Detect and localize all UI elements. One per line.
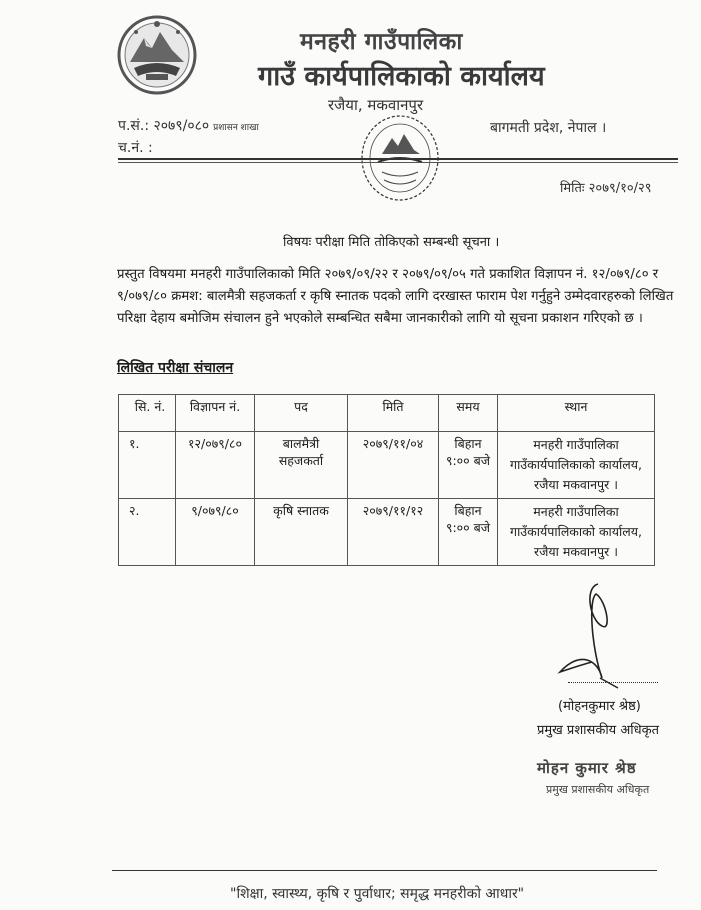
signatory-title: प्रमुख प्रशासकीय अधिकृत <box>537 723 660 738</box>
notice-subject: विषयः परीक्षा मिति तोकिएको सम्बन्धी सूचना । <box>283 235 500 250</box>
reference-number-text: प.सं.: २०७९/०८० <box>118 118 210 134</box>
footer-rule <box>112 870 657 871</box>
table-row <box>119 432 655 499</box>
dispatch-number: च.नं. : <box>118 140 153 156</box>
section-title: लिखित परीक्षा संचालन <box>117 360 234 376</box>
name-stamp: मोहन कुमार श्रेष्ठ <box>537 759 637 777</box>
header-rule <box>118 158 678 160</box>
cell-advertisement: १२/०७९/८० <box>176 432 255 499</box>
col-time: समय <box>439 395 498 432</box>
col-serial: सि. नं. <box>119 395 176 432</box>
cell-venue: मनहरी गाउँपालिका गाउँकार्यपालिकाको कार्यालय, रजैया मकवानपुर । <box>498 432 655 499</box>
exam-schedule-table <box>118 394 655 566</box>
cell-post: बालमैत्री सहजकर्ता <box>255 432 348 499</box>
name-stamp-title: प्रमुख प्रशासकीय अधिकृत <box>546 783 650 796</box>
header-rule-thin <box>118 162 678 163</box>
table-header-row <box>119 395 655 432</box>
office-stamp <box>358 110 444 204</box>
reference-number <box>118 116 259 135</box>
footer-motto: "शिक्षा, स्वास्थ्य, कृषि र पुर्वाधार; समृद्ध मनहरीको आधार" <box>230 886 525 902</box>
cell-serial: २. <box>119 499 176 566</box>
notice-body: प्रस्तुत विषयमा मनहरी गाउँपालिकाको मिति २०७९/०९/२२ र २०७९/०९/०५ गते प्रकाशित विज्ञापन नं. १२/०७९/८० र ९/०७९/८० क्रमश: बालमैत्री सहजकर्ता र कृषि स्नातक पदको लागि दरखास्त फाराम पेश गर्नुहुने उम्मेदवारहरुको लिखित परिक्षा देहाय बमोजिम संचालन हुने भएकोले सम्बन्धित सबैमा जानकारीको लागि यो सूचना प्रकाशन गरिएको छ । <box>117 267 674 326</box>
cell-serial: १. <box>119 432 176 499</box>
cell-date: २०७९/११/१२ <box>348 499 439 566</box>
cell-time: बिहान ९:०० बजे <box>439 499 498 566</box>
table-row <box>119 499 655 566</box>
province-location: बागमती प्रदेश, नेपाल । <box>490 120 607 136</box>
handwritten-signature <box>540 580 640 690</box>
office-name: मनहरी गाउँपालिका <box>300 29 463 55</box>
col-venue: स्थान <box>498 395 655 432</box>
reference-branch: प्रशासन शाखा <box>213 123 259 133</box>
signatory-name: (मोहनकुमार श्रेष्ठ) <box>558 699 641 714</box>
cell-advertisement: ९/०७९/८० <box>176 499 255 566</box>
cell-post: कृषि स्नातक <box>255 499 348 566</box>
office-address: रजैया, मकवानपुर <box>328 96 424 114</box>
cell-time: बिहान ९:०० बजे <box>439 432 498 499</box>
signature-line <box>568 682 658 683</box>
notice-date: मितिः २०७९/१०/२९ <box>560 181 652 196</box>
cell-venue: मनहरी गाउँपालिका गाउँकार्यपालिकाको कार्यालय, रजैया मकवानपुर । <box>498 499 655 566</box>
nepal-emblem-logo <box>116 14 198 96</box>
office-title: गाउँ कार्यपालिकाको कार्यालय <box>258 61 545 92</box>
cell-date: २०७९/११/०४ <box>348 432 439 499</box>
col-post: पद <box>255 395 348 432</box>
col-date: मिति <box>348 395 439 432</box>
col-advertisement: विज्ञापन नं. <box>176 395 255 432</box>
